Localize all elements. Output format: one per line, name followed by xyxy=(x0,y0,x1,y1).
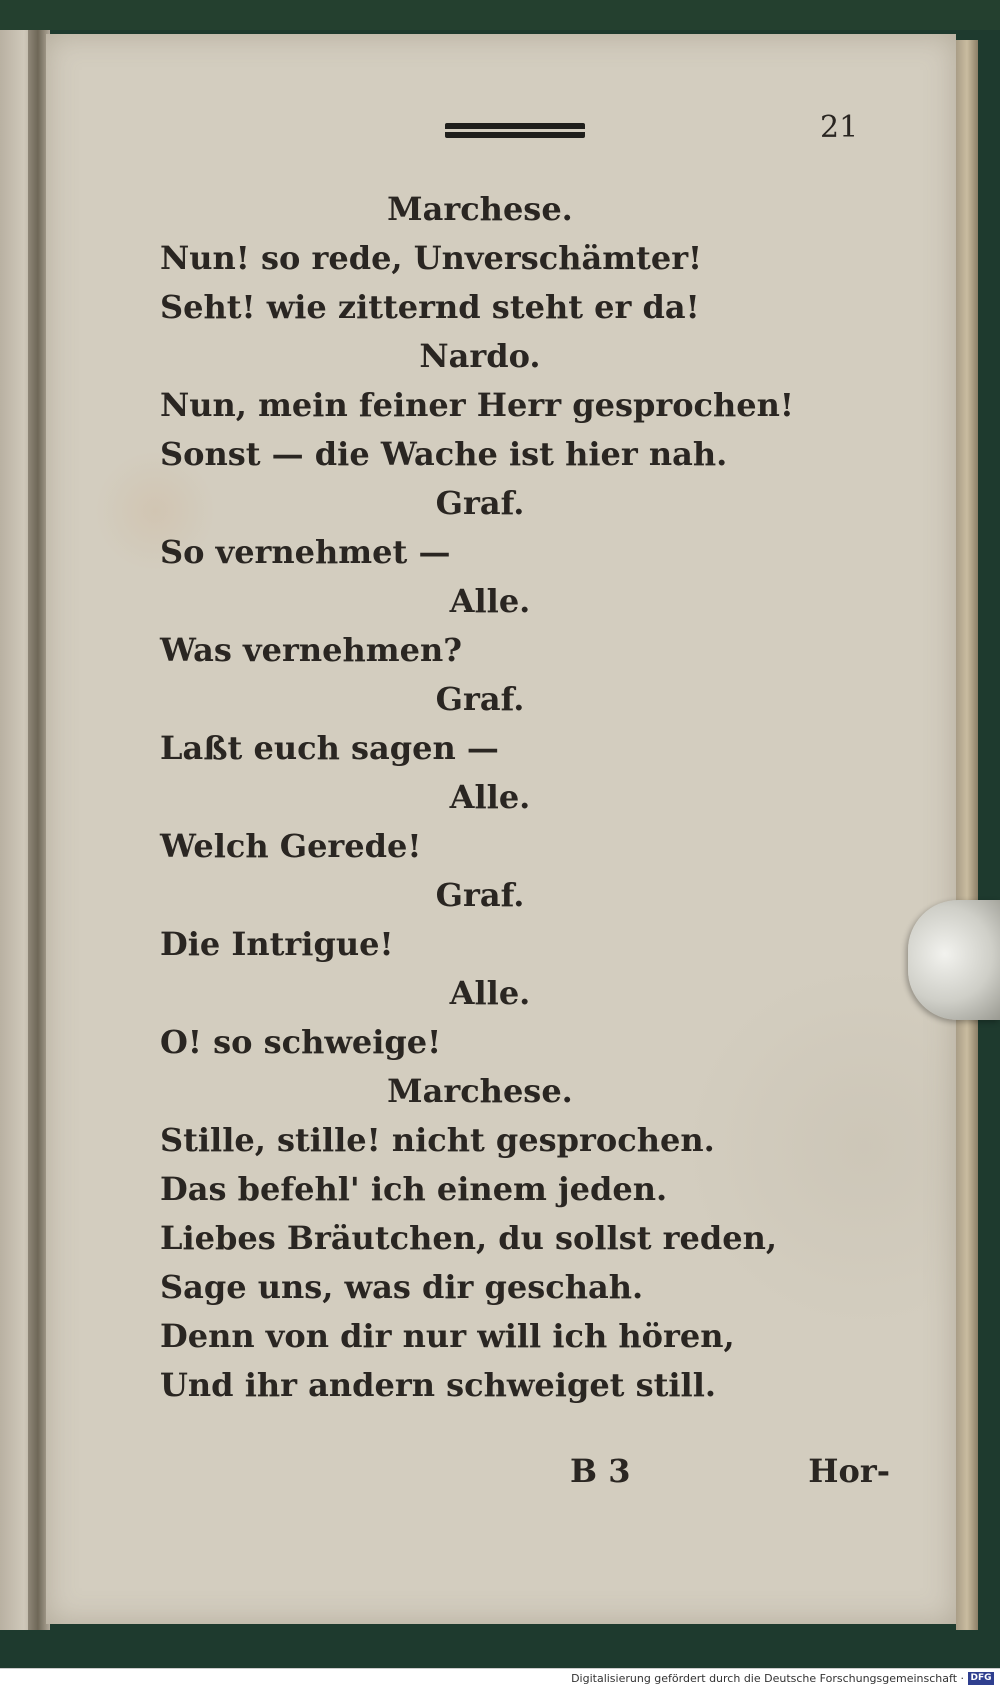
verse-line: Und ihr andern schweiget still. xyxy=(160,1366,716,1404)
speaker-name: Marchese. xyxy=(387,1072,573,1110)
digitization-footer xyxy=(0,1668,1000,1689)
verse-line: Nun, mein feiner Herr gesprochen! xyxy=(160,386,794,424)
verse-line: Das befehl' ich einem jeden. xyxy=(160,1170,668,1208)
signature-mark: B 3 xyxy=(570,1452,631,1490)
speaker-name: Graf. xyxy=(435,484,525,522)
verse-line: Liebes Bräutchen, du sollst reden, xyxy=(160,1219,777,1257)
header-rule xyxy=(445,123,585,138)
verse-line: Sonst — die Wache ist hier nah. xyxy=(160,435,728,473)
verse-line: So vernehmet — xyxy=(160,533,451,571)
speaker-name: Graf. xyxy=(435,680,525,718)
speaker-name: Alle. xyxy=(449,974,531,1012)
page-text xyxy=(160,185,800,1410)
verse-line: Welch Gerede! xyxy=(160,827,422,865)
footer-credit: Digitalisierung gefördert durch die Deutsche Forschungsgemeinschaft · xyxy=(571,1672,964,1685)
verse-line: Nun! so rede, Unverschämter! xyxy=(160,239,703,277)
dfg-logo: DFG xyxy=(968,1672,994,1685)
verse-line: Denn von dir nur will ich hören, xyxy=(160,1317,735,1355)
verse-line: Stille, stille! nicht gesprochen. xyxy=(160,1121,715,1159)
page-stack-edge xyxy=(956,40,978,1630)
verse-line: Sage uns, was dir geschah. xyxy=(160,1268,644,1306)
catchword: Hor- xyxy=(808,1452,890,1490)
speaker-name: Marchese. xyxy=(387,190,573,228)
speaker-name: Nardo. xyxy=(419,337,541,375)
page-footer-line xyxy=(160,1447,890,1496)
page-number: 21 xyxy=(820,110,859,145)
verse-line: O! so schweige! xyxy=(160,1023,442,1061)
verse-line: Die Intrigue! xyxy=(160,925,394,963)
verse-line: Laßt euch sagen — xyxy=(160,729,499,767)
page-clip xyxy=(908,900,1000,1020)
speaker-name: Graf. xyxy=(435,876,525,914)
scan-background xyxy=(0,0,1000,30)
verse-line: Seht! wie zitternd steht er da! xyxy=(160,288,700,326)
speaker-name: Alle. xyxy=(449,778,531,816)
speaker-name: Alle. xyxy=(449,582,531,620)
verse-line: Was vernehmen? xyxy=(160,631,462,669)
